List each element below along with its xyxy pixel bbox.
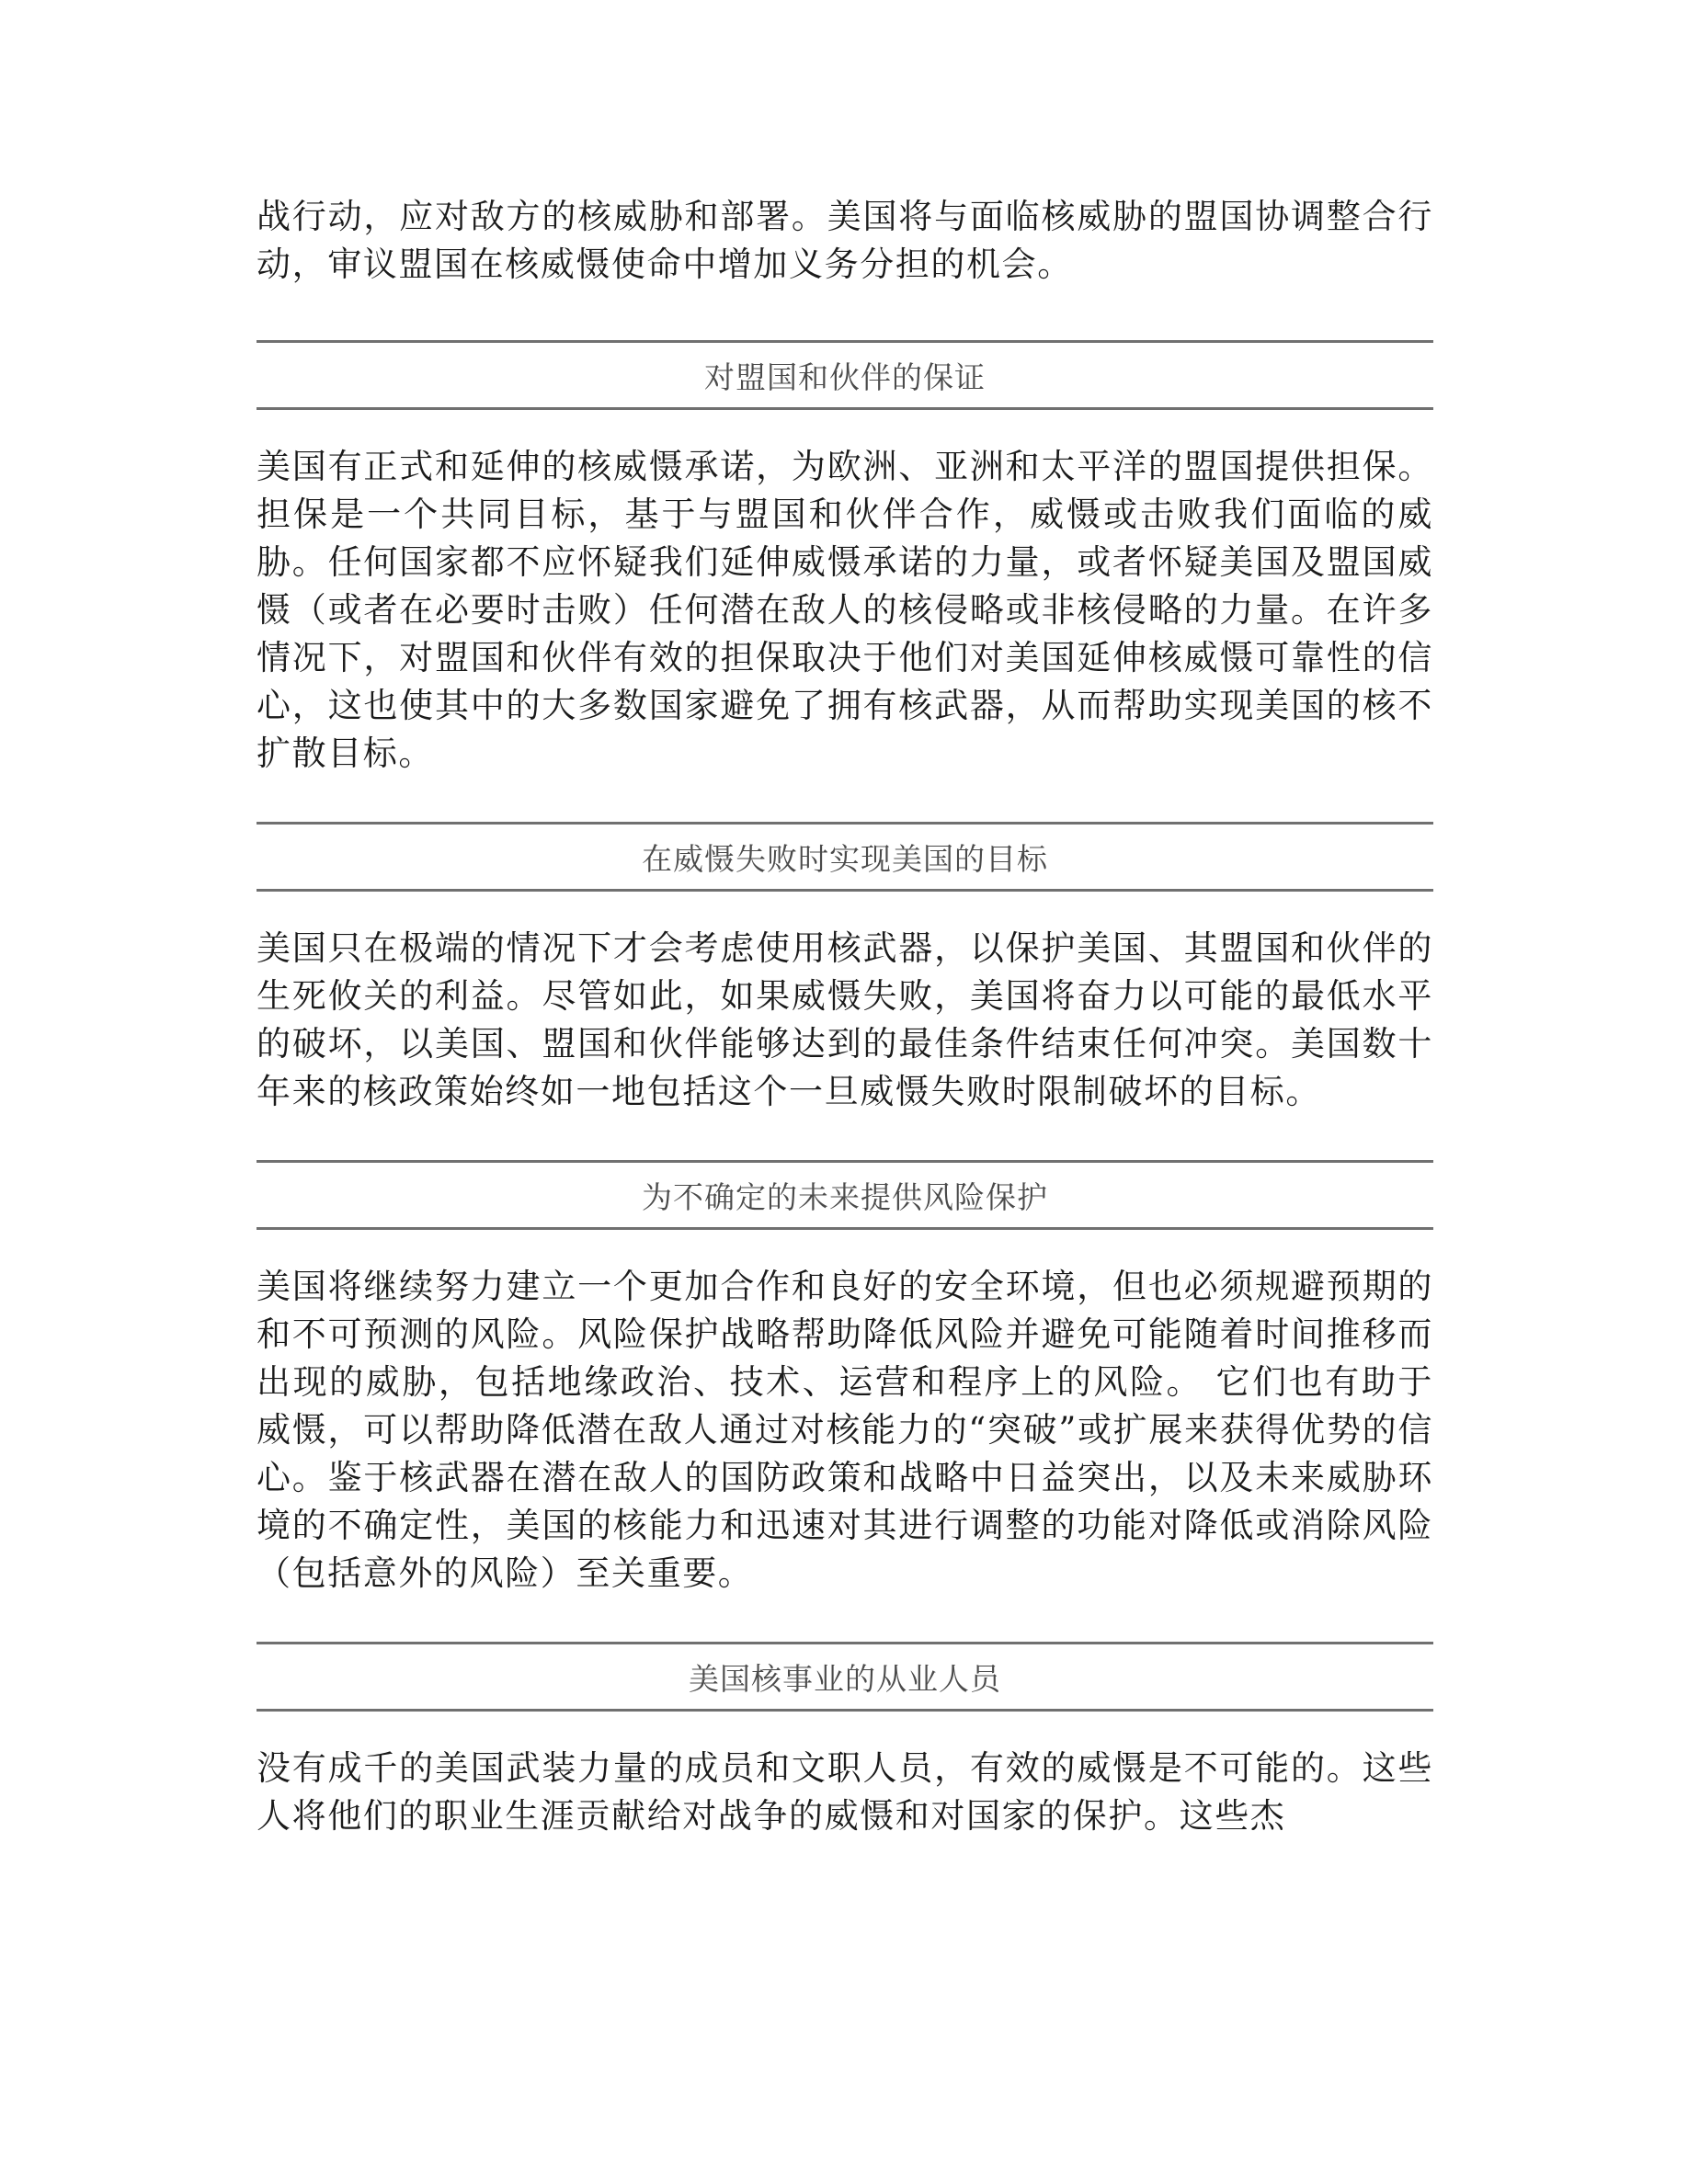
intro-paragraph: 战行动，应对敌方的核威胁和部署。美国将与面临核威胁的盟国协调整合行动，审议盟国在核威慑使命中增加义务分担的机会。 <box>257 197 1433 284</box>
section-header-hedging <box>257 1160 1433 1230</box>
document-page <box>257 193 1433 1840</box>
section-title: 在威慑失败时实现美国的目标 <box>642 840 1048 877</box>
section-header-assurance <box>257 340 1433 410</box>
section-body-deterrence-failure: 美国只在极端的情况下才会考虑使用核武器，以保护美国、其盟国和伙伴的生死攸关的利益。尽管如此，如果威慑失败，美国将奋力以可能的最低水平的破坏，以美国、盟国和伙伴能够达到的最佳条件结束任何冲突。美国数十年来的核政策始终如一地包括这个一旦威慑失败时限制破坏的目标。 <box>257 928 1433 1111</box>
section-title: 为不确定的未来提供风险保护 <box>642 1178 1048 1215</box>
section-body-hedging: 美国将继续努力建立一个更加合作和良好的安全环境，但也必须规避预期的和不可预测的风险。风险保护战略帮助降低风险并避免可能随着时间推移而出现的威胁，包括地缘政治、技术、运营和程序上的风险。 它们也有助于威慑，可以帮助降低潜在敌人通过对核能力的“突破”或扩展来获得优势的信心。鉴于核武器在潜在敌人的国防政策和战略中日益突出，以及未来威胁环境的不确定性，美国的核能力和迅速对其进行调整的功能对降低或消除风险（包括意外的风险）至关重要。 <box>257 1267 1433 1593</box>
section-header-deterrence-failure <box>257 822 1433 892</box>
section-body-assurance: 美国有正式和延伸的核威慑承诺，为欧洲、亚洲和太平洋的盟国提供担保。担保是一个共同目标，基于与盟国和伙伴合作，威慑或击败我们面临的威胁。任何国家都不应怀疑我们延伸威慑承诺的力量，或者怀疑美国及盟国威慑（或者在必要时击败）任何潜在敌人的核侵略或非核侵略的力量。在许多情况下，对盟国和伙伴有效的担保取决于他们对美国延伸核威慑可靠性的信心，这也使其中的大多数国家避免了拥有核武器，从而帮助实现美国的核不扩散目标。 <box>257 447 1433 773</box>
section-body-workforce: 没有成千的美国武装力量的成员和文职人员，有效的威慑是不可能的。这些人将他们的职业生涯贡献给对战争的威慑和对国家的保护。这些杰 <box>257 1748 1433 1836</box>
section-title: 对盟国和伙伴的保证 <box>704 358 986 395</box>
section-title: 美国核事业的从业人员 <box>689 1660 1001 1697</box>
section-header-workforce <box>257 1642 1433 1712</box>
